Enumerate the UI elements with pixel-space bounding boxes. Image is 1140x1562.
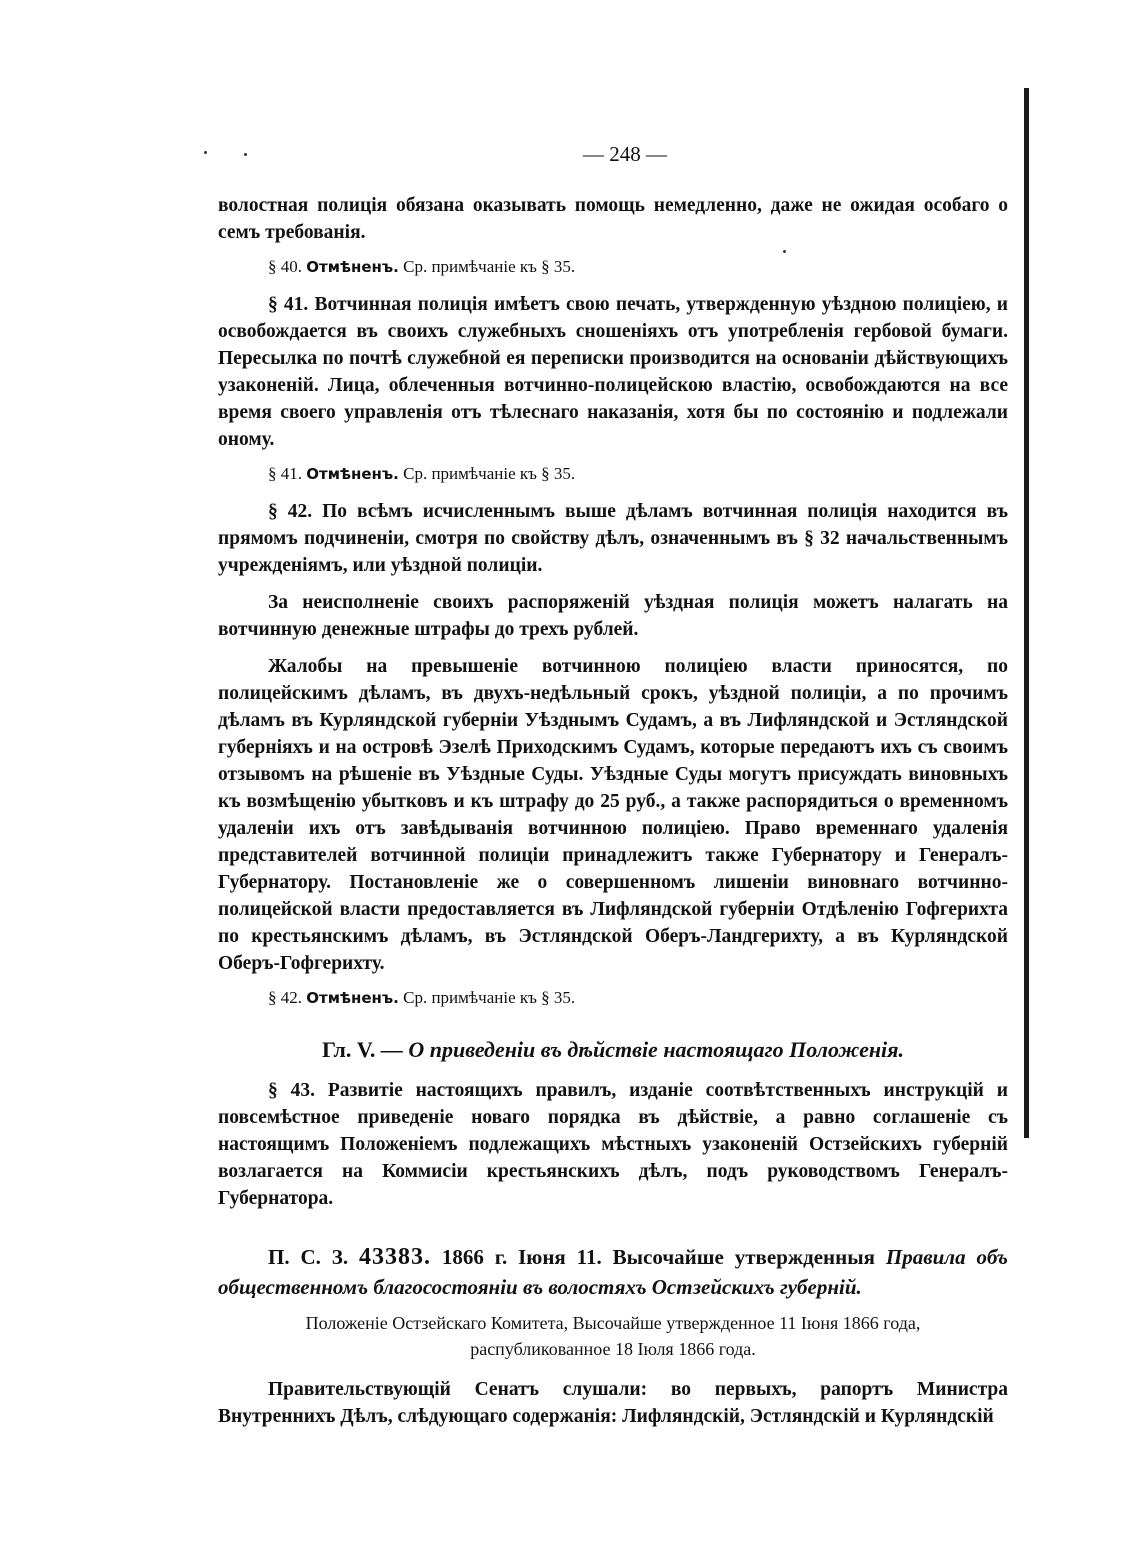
senate-paragraph: Правительствующій Сенатъ слушали: во первыхъ, рапортъ Министра Внутреннихъ Дѣлъ, слѣдующаго содержанія: Лифляндскій, Эстляндскій и Курляндскій [218,1379,1008,1427]
page-edge-line [1024,88,1029,1138]
law-number: 43383. [359,1244,432,1270]
repealed-section: § 40. [268,257,302,276]
repealed-section: § 41. [268,464,302,483]
repealed-ref: Ср. примѣчаніе къ § 35. [403,257,576,276]
law-title: Правила объ общественномъ благосостояніи въ волостяхъ Остзейскихъ губерній. [218,1245,1008,1299]
repealed-note-42 [218,984,1008,1012]
repealed-note-41 [218,460,1008,488]
repealed-ref: Ср. примѣчаніе къ § 35. [403,988,576,1007]
source-line-1: Положеніе Остзейскаго Комитета, Высочайше утвержденное 11 Іюня 1866 года, [305,1313,921,1333]
section-42-complaints: Жалобы на превышеніе вотчинною полиціею власти приносятся, по полицейскимъ дѣламъ, въ двухъ-недѣльный срокъ, уѣздной полиціи, а по прочимъ дѣламъ въ Курляндской губерніи Уѣзднымъ Судамъ, а въ Лифляндской и Эстляндской губерніяхъ и на островѣ Эзелѣ Приходскимъ Судамъ, которые передаютъ ихъ съ своимъ отзывомъ на рѣшеніе въ Уѣздные Суды. Уѣздные Суды могутъ присуждать виновныхъ къ возмѣщенію убытковъ и къ штрафу до 25 руб., а также распорядиться о временномъ удаленіи ихъ отъ завѣдыванія вотчинною полиціею. Право временнаго удаленія представителей вотчинной полиціи принадлежитъ также Губернатору и Генералъ-Губернатору. Постановленіе же о совершенномъ лишеніи виновнаго вотчинно-полицейской власти предоставляется въ Лифляндской губерніи Отдѣленію Гофгерихта по крестьянскимъ дѣламъ, въ Эстляндской Оберъ-Ландгерихту, а въ Курляндской Оберъ-Гофгерихту. [218,656,1008,974]
section-42: § 42. По всѣмъ исчисленнымъ выше дѣламъ вотчинная полиція находится въ прямомъ подчиненіи, смотря по свойству дѣлъ, означеннымъ въ § 32 начальственнымъ учрежденіямъ, или уѣздной полиціи. [218,501,1008,576]
repealed-label: Отмѣненъ. [306,465,399,483]
section-41: § 41. Вотчинная полиція имѣетъ свою печать, утвержденную уѣздною полиціею, и освобождается въ своихъ служебныхъ сношеніяхъ отъ употребленія гербовой бумаги. Пересылка по почтѣ служебной ея переписки производится на основаніи дѣйствующихъ узаконеній. Лица, облеченныя вотчинно-полицейскою властію, освобождаются на все время своего управленія отъ тѣлеснаго наказанія, хотя бы по состоянію и подлежали оному. [218,294,1008,450]
law-heading [218,1242,1008,1302]
source-line-2: распубликованное 18 Іюля 1866 года. [470,1339,756,1359]
repealed-label: Отмѣненъ. [306,258,399,276]
repealed-label: Отмѣненъ. [306,989,399,1007]
law-date: 1866 г. Іюня 11. Высочайше утвержденныя [441,1245,876,1269]
section-43: § 43. Развитіе настоящихъ правилъ, изданіе соотвѣтственныхъ инструкцій и повсемѣстное приведеніе новаго порядка въ дѣйствіе, а равно соглашеніе съ настоящимъ Положеніемъ подлежащихъ мѣстныхъ узаконеній Остзейскихъ губерній возлагается на Коммисіи крестьянскихъ дѣлъ, подъ руководствомъ Генералъ-Губернатора. [218,1080,1008,1209]
repealed-section: § 42. [268,988,302,1007]
chapter-heading [218,1036,1008,1063]
page-number: — 248 — [583,142,667,166]
paragraph-continuation: волостная полиція обязана оказывать помощь немедленно, даже не ожидая особаго о семъ требованія. [218,195,1008,243]
source-note [218,1310,1008,1362]
chapter-number: Гл. V. [321,1037,376,1062]
section-42-fines: За неисполненіе своихъ распоряженій уѣздная полиція можетъ налагать на вотчинную денежные штрафы до трехъ рублей. [218,592,1008,640]
repealed-note-40 [218,253,1008,281]
psz-prefix: П. С. З. [268,1245,349,1269]
repealed-ref: Ср. примѣчаніе къ § 35. [403,464,576,483]
chapter-title: — О приведеніи въ дѣйствіе настоящаго Положенія. [380,1037,904,1062]
text-column [218,192,1008,1430]
